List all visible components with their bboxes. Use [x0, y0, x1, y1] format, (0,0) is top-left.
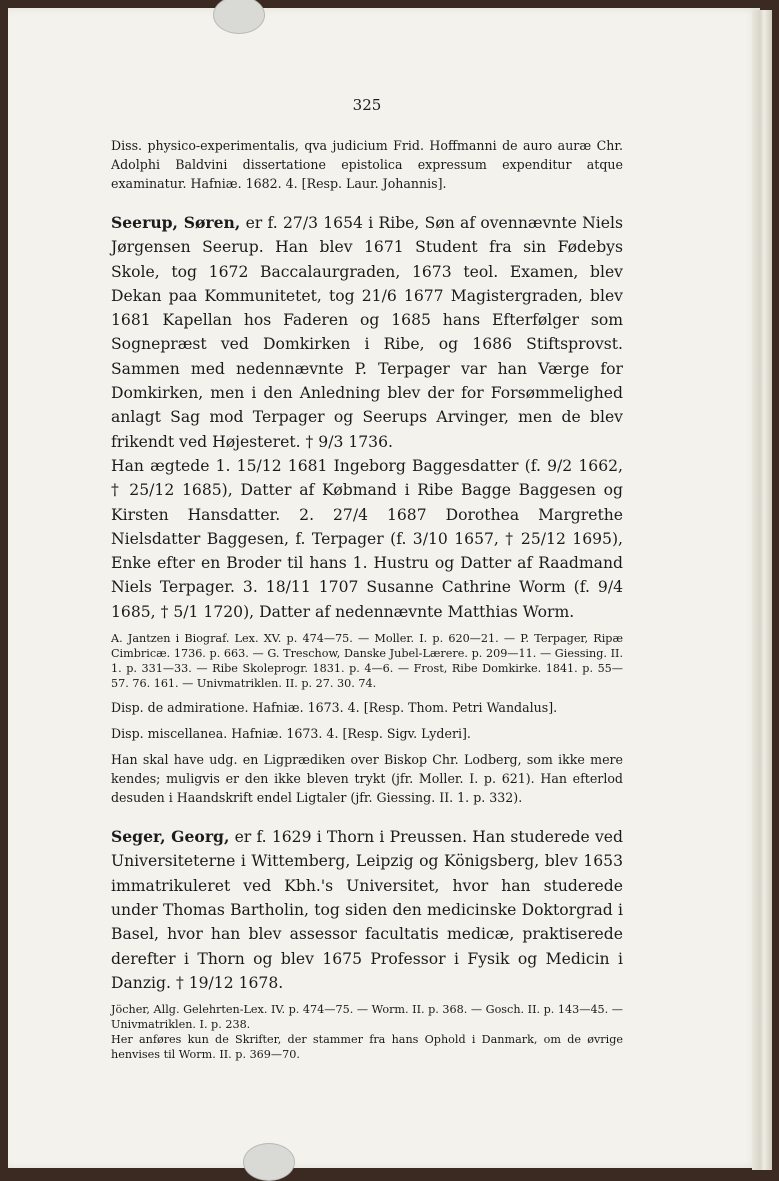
seger-note: Her anføres kun de Skrifter, der stammer fra hans Ophold i Danmark, om de øvrige henvises til Worm. II. p. 369—70.	[111, 1033, 623, 1062]
seerup-note: Han skal have udg. en Ligprædiken over Biskop Chr. Lodberg, som ikke mere kendes; muligvis er den ikke bleven trykt (jfr. Moller. I. p. 621). Han efterlod desuden i Haandskrift endel Ligtaler (jfr. Giessing. II. 1. p. 332).	[111, 752, 623, 806]
seger-entry	[111, 825, 623, 995]
seerup-references: A. Jantzen i Biograf. Lex. XV. p. 474—75. — Moller. I. p. 620—21. — P. Terpager, Ripæ Cimbricæ. 1736. p. 663. — G. Treschow, Danske Jubel-Lærere. p. 209—11. — Giessing. II. 1. p. 331—33. — Ribe Skoleprogr. 1831. p. 4—6. — Frost, Ribe Domkirke. 1841. p. 55—57. 76. 161. — Univmatriklen. II. p. 27. 30. 74.	[111, 632, 623, 691]
book-page	[8, 8, 760, 1168]
seerup-marriage: Han ægtede 1. 15/12 1681 Ingeborg Baggesdatter (f. 9/2 1662, † 25/12 1685), Datter af Købmand i Ribe Bagge Baggesen og Kirsten Hansdatter. 2. 27/4 1687 Dorothea Margrethe Nielsdatter Baggesen, f. Terpager (f. 3/10 1657, † 25/12 1695), Enke efter en Broder til hans 1. Hustru og Datter af Raadmand Niels Terpager. 3. 18/11 1707 Susanne Cathrine Worm (f. 9/4 1685, † 5/1 1720), Datter af nedennævnte Matthias Worm.	[111, 456, 623, 621]
seerup-name: Seerup, Søren,	[111, 213, 241, 232]
seger-bio: er f. 1629 i Thorn i Preussen. Han studerede ved Universiteterne i Wittemberg, Leipzig og Königsberg, blev 1653 immatrikuleret ved Kbh.'s Universitet, hvor han studerede under Thomas Bartholin, tog siden den medicinske Doktorgrad i Basel, hvor han blev assessor facultatis medicæ, praktiserede derefter i Thorn og blev 1675 Professor i Fysik og Medicin i Danzig. † 19/12 1678.	[111, 828, 623, 992]
disp-admiratione: Disp. de admiratione. Hafniæ. 1673. 4. [Resp. Thom. Petri Wandalus].	[111, 700, 558, 716]
seger-name: Seger, Georg,	[111, 827, 230, 847]
page-number: 325	[352, 96, 382, 114]
seerup-bio: er f. 27/3 1654 i Ribe, Søn af ovennævnte Niels Jørgensen Seerup. Han blev 1671 Student fra sin Fødebys Skole, tog 1672 Baccalaurgraden, 1673 teol. Examen, blev Dekan paa Kommunitetet, tog 21/6 1677 Magistergraden, blev 1681 Kapellan hos Faderen og 1685 hans Efterfølger som Sognepræst ved Domkirken i Ribe, og 1686 Stiftsprovst. Sammen med nedennævnte P. Terpager var han Værge for Domkirken, men i den Anledning blev der for Forsømmelighed anlagt Sag mod Terpager og Seerups Arvinger, men de blev frikendt ved Højesteret. † 9/3 1736.	[111, 214, 623, 451]
page-edge	[752, 10, 772, 1170]
seerup-entry	[111, 211, 623, 454]
seger-references: Jöcher, Allg. Gelehrten-Lex. IV. p. 474—75. — Worm. II. p. 368. — Gosch. II. p. 143—45. — Univmatriklen. I. p. 238.	[111, 1003, 623, 1032]
binding-hole-top	[213, 0, 265, 34]
page-text	[111, 96, 623, 1062]
binding-hole-bottom	[243, 1143, 295, 1181]
disp-miscellanea: Disp. miscellanea. Hafniæ. 1673. 4. [Resp. Sigv. Lyderi].	[111, 726, 471, 742]
diss-intro-paragraph: Diss. physico-experimentalis, qva judicium Frid. Hoffmanni de auro auræ Chr. Adolphi Baldvini dissertatione epistolica expressum expenditur atque examinatur. Hafniæ. 1682. 4. [Resp. Laur. Johannis].	[111, 138, 623, 191]
